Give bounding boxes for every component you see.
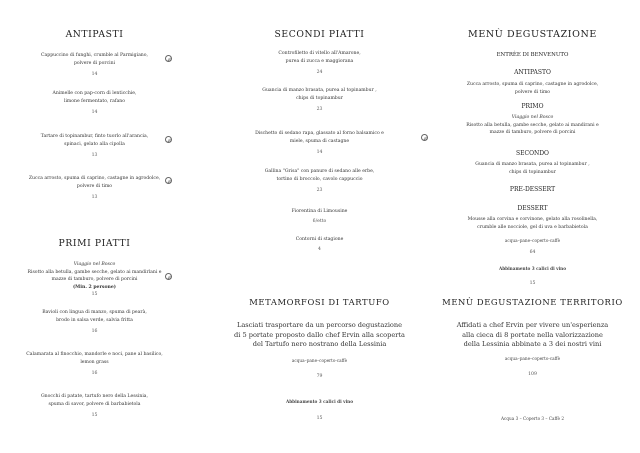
degustazione-antipasto-heading: ANTIPASTO (514, 69, 551, 76)
territorio-price: 109 (528, 372, 537, 377)
leaf-circle-icon (165, 177, 172, 184)
primi-item-1: Viaggio nel Bosco Risotto alla betulla, gambe secche, gelato ai mandirlani e mazze di tamburo, polvere di porcini (Min. 2 persone) 15 (0, 261, 189, 299)
price: 4 (318, 246, 321, 252)
antipasti-item-3: Tartare di topinambur, finto tuorlo all'arancia, spinaci, gelato alla cipolla 13 (0, 133, 189, 160)
antipasti-item-4: Zucca arrosto, spuma di caprino, castagne in agrodolce, polvere di timo 13 (0, 175, 189, 202)
tartufo-intro: Lasciati trasportare da un percorso degustazione di 5 portate proposto dallo chef Ervin alla scoperta del Tartufo nero nostrano della Lessinia (234, 321, 405, 349)
tartufo-wine-price: 15 (316, 416, 323, 421)
price: 15 (91, 292, 98, 298)
degustazione-price: 64 (529, 250, 536, 255)
price: 15 (91, 413, 98, 419)
primi-item-3: Calamarata al finocchio, mandorle e noci, pane al basilico, lemon grass 16 (0, 351, 189, 378)
tartufo-price: 79 (316, 374, 323, 379)
price: 16 (91, 329, 98, 335)
price: 13 (91, 153, 98, 159)
tartufo-extras: acqua–pane–coperto-caffè (291, 358, 348, 363)
degustazione-extras: acqua–pane–coperto-caffè (504, 238, 561, 243)
price: 6/etto (312, 218, 327, 224)
price: 14 (91, 72, 98, 78)
degustazione-predessert-heading: PRE-DESSERT (509, 186, 556, 193)
degustazione-wine-price: 15 (529, 281, 536, 286)
antipasti-item-1: Cappuccino di funghi, crumble al Parmigiano, polvere di porcini 14 (0, 52, 189, 79)
column-degustazione (426, 0, 639, 453)
leaf-circle-icon (165, 273, 172, 280)
degustazione-dessert-dish: Mousse alla corvina e corvinone, gelato alla rosolinella, crumble alle nocciole, gel di uva e barbabietola (467, 217, 598, 230)
primi-item-2: Bavioli con lingua di manzo, spuma di pearà, brodo in salsa verde, salvia fritta 16 (0, 309, 189, 336)
price: 14 (316, 150, 323, 156)
price: 23 (316, 188, 323, 194)
primi-title: PRIMI PIATTI (58, 238, 131, 249)
secondi-title: SECONDI PIATTI (274, 29, 365, 40)
price: 23 (316, 107, 323, 113)
antipasti-item-2: Animelle con pap-corn di lenticchie, limone fermentato, rafano 14 (0, 90, 189, 117)
secondi-item-4: Gallina "Grisa" con panure di sedano alle erbe, tortino di broccolo, cavolo cappuccio 23 (213, 168, 426, 195)
degustazione-entree-heading: ENTRÈE DI BENVENUTO (496, 52, 569, 58)
territorio-footer: Acqua 3 – Coperto 3 – Caffè 2 (501, 416, 564, 421)
tartufo-title: METAMORFOSI DI TARTUFO (249, 297, 390, 307)
territorio-extras: acqua–pane–coperto-caffè (504, 356, 561, 361)
price: 13 (91, 195, 98, 201)
territorio-title: MENÙ DEGUSTAZIONE TERRITORIO (442, 297, 623, 307)
degustazione-secondo-heading: SECONDO (516, 150, 549, 157)
antipasti-title: ANTIPASTI (65, 29, 124, 40)
degustazione-title: MENÙ DEGUSTAZIONE (468, 29, 597, 40)
price: 16 (91, 371, 98, 377)
leaf-circle-icon (165, 136, 172, 143)
secondi-item-6: Contorni di stagione 4 (213, 236, 426, 253)
price: 14 (91, 110, 98, 116)
secondi-item-3: Dischetto di sedano rapa, glassato al forno balsamico e miele, spuma di castagne 14 (213, 130, 426, 157)
secondi-item-1: Controfiletto di vitello all'Amarone, purea di zucca e maggiorana 24 (213, 50, 426, 77)
primi-item-4: Gnocchi di patate, tartufo nero della Lessinia, spuma di savor, polvere di barbabietola 15 (0, 393, 189, 420)
degustazione-dessert-heading: DESSERT (517, 205, 548, 212)
column-secondi-tartufo (213, 0, 426, 453)
column-antipasti-primi (0, 0, 213, 453)
degustazione-secondo-dish: Guancia di manzo brasata, purea al topinambur , chips di topinambur (475, 162, 590, 175)
tartufo-wine-label: Abbinamento 3 calici di vino (285, 399, 354, 404)
secondi-item-5: Fiorentina di Limousine 6/etto (213, 208, 426, 225)
degustazione-wine-label: Abbinamento 3 calici di vino (498, 266, 567, 271)
price: 24 (316, 70, 323, 76)
secondi-item-2: Guancia di manzo brasata, purea al topinambur , chips di topinambur 23 (213, 87, 426, 114)
degustazione-antipasto-dish: Zucca arrosto, spuma di caprino, castagne in agrodolce, polvere di timo (466, 82, 599, 95)
degustazione-primo-heading: PRIMO (521, 103, 544, 110)
leaf-circle-icon (165, 55, 172, 62)
degustazione-primo-dish: Viaggio nel Bosco Risotto alla betulla, gambe secche, gelato ai mandirani e mazze di tamburo, polvere di porcini (466, 115, 599, 136)
territorio-intro: Affidati a chef Ervin per vivere un'esperienza alla cieca di 8 portate nella valorizzazione della Lessinia abbinate a 3 dei nostri vini (456, 321, 609, 349)
